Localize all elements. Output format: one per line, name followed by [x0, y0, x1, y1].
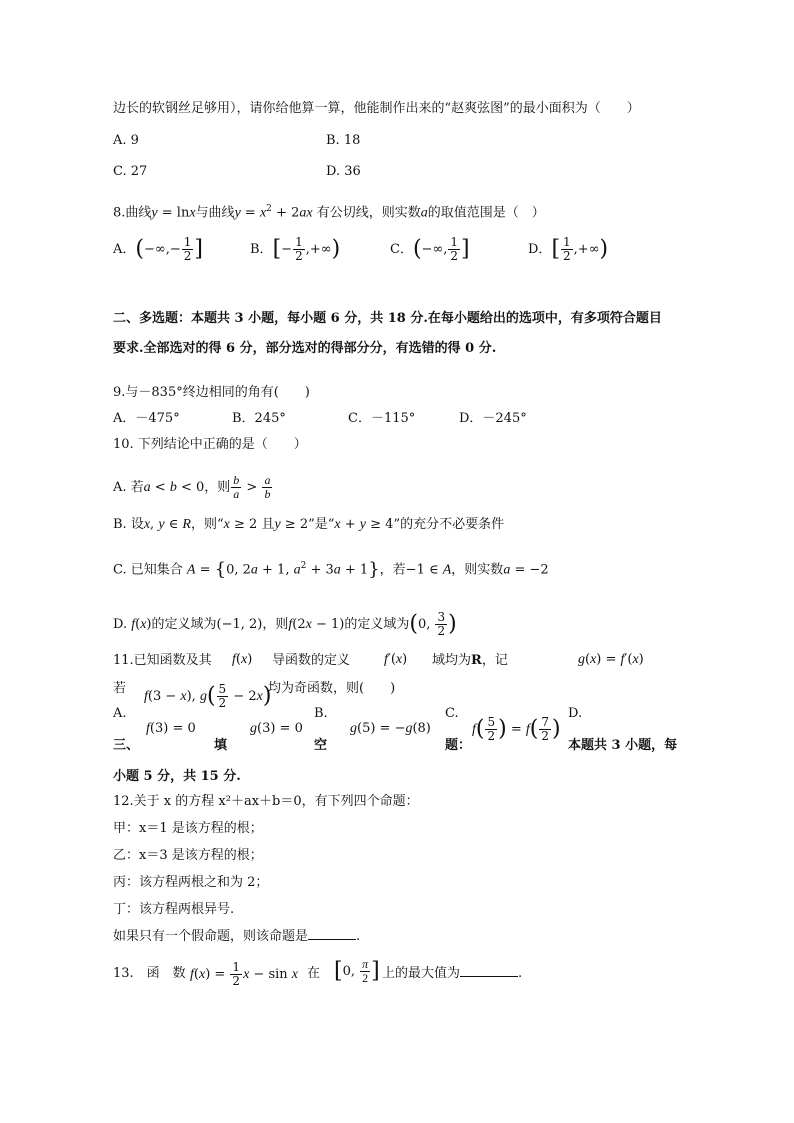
- q11-line1d: ，记: [481, 653, 508, 668]
- q8-option-a: A．(−∞,− $\frac{1}{2}$ ]: [113, 235, 203, 263]
- section2-line2: 要求.全部选对的得 6 分，部分选对的得部分分，有选错的得 0 分.: [113, 341, 497, 356]
- q11-line1a: 11.已知函数及其: [113, 653, 212, 668]
- q12-ask: [113, 928, 360, 946]
- q10-d-mid3: 的定义域为: [344, 617, 410, 632]
- q13-answer-blank[interactable]: [460, 976, 518, 977]
- q12-end: .: [356, 929, 361, 944]
- q10-a-label: A. 若: [113, 480, 144, 495]
- q11-option-d-label: D.: [568, 706, 583, 721]
- q11-option-c: g(5) = −g(8): [350, 721, 431, 736]
- q11-option-c-label: C.: [445, 706, 459, 721]
- q12-answer-blank[interactable]: [308, 939, 356, 940]
- q10-b-mid3: ”是“: [308, 517, 335, 532]
- q7-option-c: C. 27: [113, 164, 148, 179]
- q12-jia: 甲：x＝1 是该方程的根；: [113, 821, 263, 836]
- q7-option-d: D. 36: [326, 164, 361, 179]
- q10-option-a: A. 若a < b < 0，则 $\frac{b}{a}$ > $\frac{a}{b}$: [113, 473, 271, 501]
- q11-option-b-label: B.: [314, 706, 328, 721]
- q7-option-b: B. 18: [326, 133, 361, 148]
- q7-tail-text: 边长的软钢丝足够用），请你给他算一算，他能制作出来的“赵爽弦图”的最小面积为（ ）: [113, 101, 640, 116]
- section3-c3: 空: [314, 738, 328, 753]
- q11-fprime: f′(x): [384, 652, 408, 667]
- q8-var-a: a: [420, 205, 428, 221]
- q13-end: .: [518, 966, 523, 981]
- q8-curve2: y: [234, 205, 241, 221]
- q11-gdef: g(x) = f′(x): [578, 652, 644, 667]
- q11-line1b: 导函数的定义: [272, 653, 351, 668]
- q12-ask-text: 如果只有一个假命题，则该命题是: [113, 929, 309, 944]
- q8-option-b-label: B．: [250, 242, 273, 257]
- q8-option-d: D．[ $\frac{1}{2}$ ,+∞): [528, 235, 609, 263]
- q12-bing: 丙：该方程两根之和为 2；: [113, 875, 269, 890]
- q8-option-c-label: C．: [390, 242, 413, 257]
- q11-line1c: [432, 652, 508, 670]
- q11-line1: [113, 652, 212, 670]
- section2-line1: 二、多选题：本题共 3 小题，每小题 6 分，共 18 分.在每小题给出的选项中，有多项符合题目: [113, 311, 662, 326]
- q8-option-b: B．[− $\frac{1}{2}$ ,+∞): [250, 235, 341, 263]
- q10-b-tail: ”的充分不必要条件: [393, 517, 505, 532]
- q10-option-c: C. 已知集合 A = {0, 2a + 1, $a^2 + 3a + 1$}，若−1 ∈ A，则实数a = −2: [113, 558, 549, 580]
- q10-d-mid: 的定义域为: [151, 617, 217, 632]
- q13-mid: 在: [307, 966, 321, 981]
- q13-interval: [0, $\frac{\pi}{2}$ ]: [334, 957, 380, 985]
- q10-b-mid2: 且: [261, 517, 275, 532]
- section3-c5: 本题共 3 小题，每: [568, 738, 678, 753]
- q11-option-a: f(3) = 0: [146, 721, 196, 736]
- q12-ding: 丁：该方程两根异号.: [113, 902, 235, 917]
- q8-mid1: 与曲线: [195, 205, 235, 221]
- q10-stem: 10. 下列结论中正确的是（ ）: [113, 437, 307, 452]
- q9-stem: 9.与－835°终边相同的角有( ): [113, 385, 310, 400]
- q8-option-d-label: D．: [528, 242, 552, 257]
- q10-b-label: B. 设: [113, 517, 144, 532]
- q8-suffix: 的取值范围是（ ）: [427, 205, 545, 221]
- q13-label: 13. 函 数: [113, 966, 186, 981]
- q10-option-d: D. f(x)的定义域为(−1, 2)，则f(2x − 1)的定义域为(0, $\frac{3}{2}$ ): [113, 610, 457, 638]
- q11-line2b: 均为奇函数，则( ): [268, 681, 396, 696]
- q10-b-mid1: ，则“: [190, 517, 224, 532]
- q10-d-label: D.: [113, 617, 128, 632]
- q13-tail: [382, 965, 522, 983]
- q9-option-a: A．－475°: [113, 411, 180, 426]
- section3-c4: 题：: [445, 738, 472, 753]
- section3-line2: 小题 5 分，共 15 分.: [113, 769, 241, 784]
- q8-option-a-label: A．: [113, 242, 136, 257]
- q10-c-mid: ，若: [379, 562, 406, 578]
- q12-stem: 12.关于 x 的方程 x²＋ax＋b＝0，有下列四个命题：: [113, 794, 419, 809]
- q8-option-c: C．(−∞, $\frac{1}{2}$ ]: [390, 235, 470, 263]
- q13-tail-text: 上的最大值为: [382, 966, 461, 981]
- q11-option-b: g(3) = 0: [250, 721, 303, 736]
- q10-a-mid: ，则: [204, 480, 231, 495]
- q11-bold-r: R: [471, 653, 482, 668]
- q11-option-a-label: A.: [113, 706, 127, 721]
- q11-odd-funcs: f(3 − x), g( $\frac{5}{2}$ − 2x): [144, 682, 272, 710]
- q11-line2a: 若: [113, 681, 127, 696]
- q8-prefix: 8.曲线: [113, 205, 152, 221]
- q8-curve1: y: [151, 205, 158, 221]
- q10-c-mid2: ，则实数: [451, 562, 504, 578]
- q12-yi: 乙：x＝3 是该方程的根；: [113, 848, 263, 863]
- q9-option-d: D．－245°: [459, 411, 527, 426]
- q8-mid2: 有公切线，则实数: [316, 205, 421, 221]
- q11-fx: f(x): [232, 652, 253, 667]
- q7-option-a: A. 9: [113, 133, 139, 148]
- q11-line1c-text: 域均为: [432, 653, 472, 668]
- q13-function: f(x) = $\frac{1}{2}$ x − sin x: [190, 960, 299, 988]
- q10-d-mid2: ，则: [262, 617, 289, 632]
- q9-option-c: C．－115°: [348, 411, 416, 426]
- section3-c1: 三、: [113, 738, 140, 753]
- q8-stem: 8.曲线y = lnx与曲线$y = x^2 + 2ax$ 有公切线，则实数a的取值范围是（ ）: [113, 204, 545, 221]
- q10-option-b: B. 设x, y ∈ R，则“x ≥ 2 且y ≥ 2”是“x + y ≥ 4”的充分不必要条件: [113, 517, 505, 532]
- q10-c-label: C. 已知集合: [113, 562, 183, 578]
- q11-option-d: f( $\frac{5}{2}$ ) = f( $\frac{7}{2}$ ): [472, 715, 561, 743]
- section3-c2: 填: [214, 738, 228, 753]
- q9-option-b: B．245°: [232, 411, 286, 426]
